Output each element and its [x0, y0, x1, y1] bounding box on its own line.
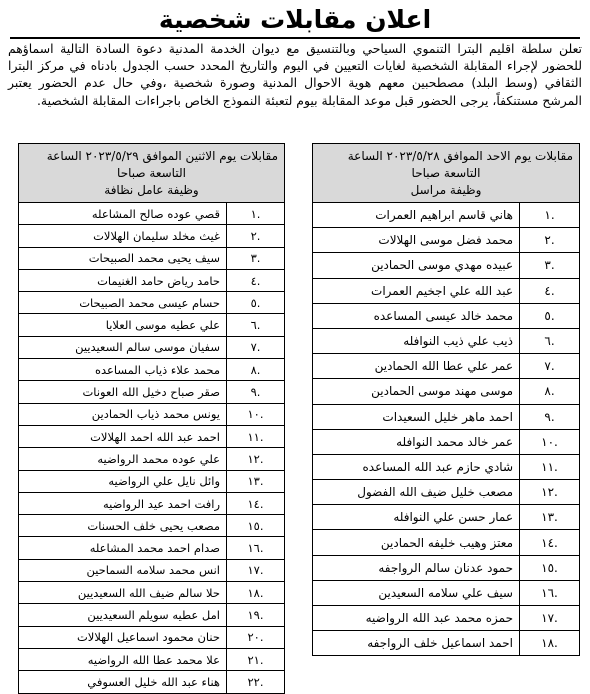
row-number: .١٩	[227, 604, 285, 626]
table-row	[19, 247, 285, 269]
row-number: .٤	[520, 278, 580, 303]
row-number: .٣	[520, 253, 580, 278]
row-number: .٤	[227, 269, 285, 291]
candidate-name: شادي حازم عبد الله المساعده	[313, 454, 520, 479]
candidate-name: حنان محمود اسماعيل الهلالات	[19, 626, 227, 648]
table-row	[313, 454, 580, 479]
table-row	[313, 429, 580, 454]
row-number: .٩	[227, 381, 285, 403]
candidate-name: غيث مخلد سليمان الهلالات	[19, 225, 227, 247]
row-number: .١١	[227, 425, 285, 447]
table-row	[313, 580, 580, 605]
row-number: .٢١	[227, 648, 285, 670]
row-number: .٥	[227, 292, 285, 314]
row-number: .١٤	[227, 492, 285, 514]
monday-header-time: التاسعة صباحا	[117, 165, 186, 180]
table-row	[19, 403, 285, 425]
table-row	[313, 328, 580, 353]
candidate-name: معتز وهيب خليفه الحمادين	[313, 530, 520, 555]
row-number: .١٠	[520, 429, 580, 454]
table-row	[19, 292, 285, 314]
table-row	[19, 559, 285, 581]
candidate-name: عمر خالد محمد النوافله	[313, 429, 520, 454]
candidate-name: صدام احمد محمد المشاعله	[19, 537, 227, 559]
table-row	[313, 203, 580, 228]
row-number: .٨	[227, 359, 285, 381]
sunday-header-date: مقابلات يوم الاحد الموافق ٢٠٢٣/٥/٢٨ الساعة	[347, 148, 573, 163]
row-number: .١٨	[227, 582, 285, 604]
table-row	[19, 671, 285, 693]
candidate-name: موسى مهند موسى الحمادين	[313, 379, 520, 404]
row-number: .١٧	[520, 606, 580, 631]
candidate-name: عمر علي عطا الله الحمادين	[313, 354, 520, 379]
candidate-name: عبد الله علي اجخيم العمرات	[313, 278, 520, 303]
candidate-name: حلا سالم ضيف الله السعيديين	[19, 582, 227, 604]
row-number: .١١	[520, 454, 580, 479]
table-row	[313, 354, 580, 379]
candidate-name: هاني قاسم ابراهيم العمرات	[313, 203, 520, 228]
table-row	[19, 203, 285, 225]
row-number: .٧	[520, 354, 580, 379]
candidate-name: حمزه محمد عبد الله الرواضيه	[313, 606, 520, 631]
table-row	[313, 631, 580, 656]
monday-table-header	[19, 144, 285, 203]
candidate-name: مصعب خليل ضيف الله الفضول	[313, 480, 520, 505]
table-row	[19, 425, 285, 447]
candidate-name: حامد رياض حامد الغنيمات	[19, 269, 227, 291]
candidate-name: احمد عبد الله احمد الهلالات	[19, 425, 227, 447]
table-row	[313, 555, 580, 580]
sunday-header-job: وظيفة مراسل	[410, 182, 482, 197]
table-row	[313, 404, 580, 429]
candidate-name: محمد علاء ذياب المساعده	[19, 359, 227, 381]
row-number: .١٨	[520, 631, 580, 656]
candidate-name: صقر صباح دخيل الله العونات	[19, 381, 227, 403]
table-row	[19, 225, 285, 247]
monday-table-body	[19, 203, 285, 694]
table-row	[313, 278, 580, 303]
row-number: .١٢	[227, 448, 285, 470]
row-number: .٢٠	[227, 626, 285, 648]
table-row	[313, 606, 580, 631]
sunday-interviews-table	[312, 143, 580, 656]
row-number: .١٠	[227, 403, 285, 425]
row-number: .٢٢	[227, 671, 285, 693]
row-number: .١٦	[520, 580, 580, 605]
table-row	[19, 582, 285, 604]
candidate-name: علي عطيه موسى العلايا	[19, 314, 227, 336]
row-number: .٢	[227, 225, 285, 247]
announcement-intro: تعلن سلطة اقليم البترا التنموي السياحي وبالتنسيق مع ديوان الخدمة المدنية دعوة السادة التالية اسماؤهم للحضور لإجراء المقابلة الشخصية لغايات التعيين في اليوم والتاريخ المحدد حسب الجدول بادناه في مركز البترا الثقافي (وسط البلد) مصطحبين معهم هوية الاحوال المدنية وصورة شخصية ،وفي حال عدم الحضور يعتبر المرشح مستنكفاً، يرجى الحضور قبل موعد المقابلة بيوم لتعبئة النموذج الخاص باجراءات المقابلة الشخصية.	[8, 41, 582, 108]
candidate-name: محمد خالد عيسى المساعده	[313, 303, 520, 328]
monday-interviews-table	[18, 143, 285, 694]
candidate-name: وائل نايل علي الرواضيه	[19, 470, 227, 492]
candidate-name: يونس محمد ذياب الحمادين	[19, 403, 227, 425]
table-row	[19, 515, 285, 537]
row-number: .٥	[520, 303, 580, 328]
announcement-title: اعلان مقابلات شخصية	[158, 5, 432, 34]
table-row	[313, 228, 580, 253]
row-number: .٦	[227, 314, 285, 336]
row-number: .٧	[227, 336, 285, 358]
candidate-name: قصي عوده صالح المشاعله	[19, 203, 227, 225]
row-number: .١٦	[227, 537, 285, 559]
table-row	[313, 379, 580, 404]
candidate-name: احمد ماهر خليل السعيدات	[313, 404, 520, 429]
candidate-name: رافت احمد عيد الرواضيه	[19, 492, 227, 514]
row-number: .١٥	[227, 515, 285, 537]
candidate-name: عبيده مهدي موسى الحمادين	[313, 253, 520, 278]
table-row	[19, 648, 285, 670]
candidate-name: علا محمد عطا الله الرواضيه	[19, 648, 227, 670]
row-number: .١٤	[520, 530, 580, 555]
table-row	[313, 253, 580, 278]
row-number: .١	[227, 203, 285, 225]
table-row	[19, 314, 285, 336]
candidate-name: مصعب يحيى خلف الحسنات	[19, 515, 227, 537]
table-row	[19, 537, 285, 559]
monday-header-job: وظيفة عامل نظافة	[104, 182, 199, 197]
table-row	[313, 480, 580, 505]
sunday-table-header	[313, 144, 580, 203]
candidate-name: سيف علي سلامه السعيدين	[313, 580, 520, 605]
row-number: .١٥	[520, 555, 580, 580]
row-number: .٦	[520, 328, 580, 353]
candidate-name: سيف يحيى محمد الصبيحات	[19, 247, 227, 269]
row-number: .١٢	[520, 480, 580, 505]
table-row	[19, 604, 285, 626]
table-row	[19, 626, 285, 648]
table-row	[313, 530, 580, 555]
row-number: .٩	[520, 404, 580, 429]
table-row	[19, 269, 285, 291]
table-row	[19, 336, 285, 358]
candidate-name: امل عطيه سويلم السعيديين	[19, 604, 227, 626]
sunday-header-time: التاسعة صباحا	[411, 165, 481, 180]
row-number: .٨	[520, 379, 580, 404]
candidate-name: عمار حسن علي النوافله	[313, 505, 520, 530]
candidate-name: علي عوده محمد الرواضيه	[19, 448, 227, 470]
candidate-name: حسام عيسى محمد الصبيحات	[19, 292, 227, 314]
table-row	[19, 448, 285, 470]
candidate-name: هناء عبد الله خليل العسوفي	[19, 671, 227, 693]
row-number: .١٧	[227, 559, 285, 581]
sunday-table-body	[313, 203, 580, 656]
row-number: .٣	[227, 247, 285, 269]
candidate-name: انس محمد سلامه السماحين	[19, 559, 227, 581]
title-underline	[10, 37, 580, 39]
table-row	[19, 492, 285, 514]
candidate-name: سفيان موسى سالم السعيديين	[19, 336, 227, 358]
row-number: .٢	[520, 228, 580, 253]
row-number: .١	[520, 203, 580, 228]
monday-header-date: مقابلات يوم الاثنين الموافق ٢٠٢٣/٥/٢٩ الساعة	[46, 148, 278, 163]
table-row	[19, 470, 285, 492]
table-row	[313, 505, 580, 530]
table-row	[19, 381, 285, 403]
table-row	[313, 303, 580, 328]
candidate-name: حمود عدنان سالم الرواجفه	[313, 555, 520, 580]
candidate-name: ذيب علي ذيب النوافله	[313, 328, 520, 353]
candidate-name: محمد فضل موسى الهلالات	[313, 228, 520, 253]
row-number: .١٣	[520, 505, 580, 530]
row-number: .١٣	[227, 470, 285, 492]
candidate-name: احمد اسماعيل خلف الرواجفه	[313, 631, 520, 656]
table-row	[19, 359, 285, 381]
